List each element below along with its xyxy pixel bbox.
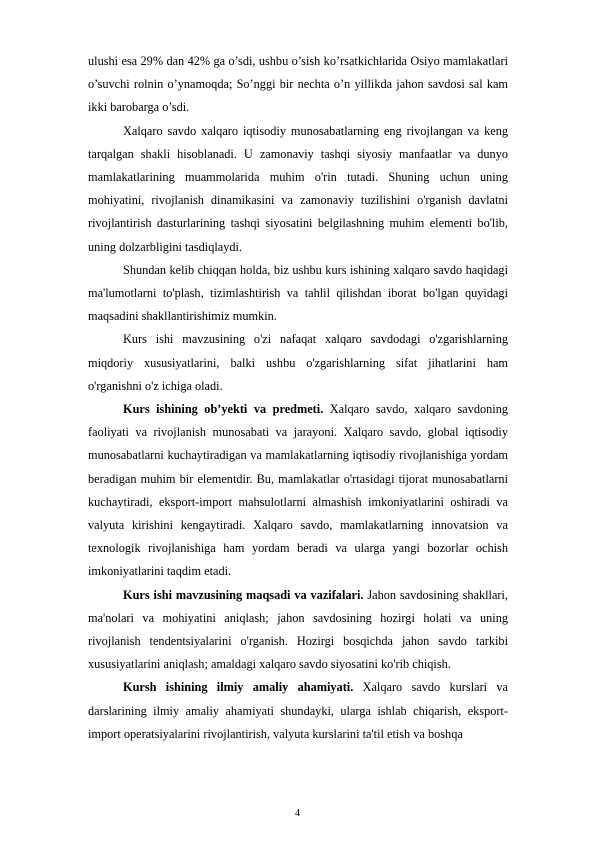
paragraph-3-text: Shundan kelib chiqqan holda, biz ushbu kurs ishining xalqaro savdo haqidagi ma'lumotlarni to'plash, tizimlashtirish va tahlil qilishdan iborat bo'lgan quyidagi maqsadini shakllantirishimiz mumkin. — [88, 262, 508, 324]
paragraph-1-text: ulushi esa 29% dan 42% ga o’sdi, ushbu o’sish ko’rsatkichlarida Osiyo mamlakatlari o’suvchi rolnin o’ynamoqda; So’nggi bir nechta o’n yillikda jahon savdosi sal kam ikki barobarga o’sdi. — [88, 54, 508, 115]
paragraph-object-subject-text: Xalqaro savdo, xalqaro savdoning faoliyati va rivojlanish munosabati va jarayoni. Xalqaro savdo, global iqtisodiy munosabatlarni kuchaytiradigan va mamlakatlarning iqtisodiy rivojlanishiga yordam beradigan muhim bir elementdir. Bu, mamlakatlar o'rtasidagi tijorat munosabatlarni kuchaytiradi, eksport-import mahsulotlarni almashish imkoniyatlarini oshiradi va valyuta kirishini kengaytiradi. Xalqaro savdo, mamlakatlarning innovatsion va texnologik rivojlanishiga ham yordam beradi va ularga yangi bozorlar ochish imkoniyatlarini taqdim etadi. — [88, 402, 509, 579]
section-heading-goals-tasks: Kurs ishi mavzusining maqsadi va vazifalari. — [123, 587, 364, 602]
paragraph-4 — [88, 328, 508, 398]
paragraph-2 — [88, 120, 508, 259]
page-number: 4 — [295, 808, 300, 819]
paragraph-significance-text: Xalqaro savdo kurslari va darslarining ilmiy amaliy ahamiyati shundayki, ularga ishlab chiqarish, eksport-import operatsiyalarini rivojlantirish, valyuta kurslarini ta'til etish va boshqa — [88, 680, 508, 741]
paragraph-3 — [88, 259, 508, 329]
paragraph-goals-tasks — [88, 584, 508, 677]
paragraph-significance — [88, 676, 508, 746]
paragraph-1 — [88, 50, 508, 120]
paragraph-goals-tasks-text: Jahon savdosining shakllari, ma'nolari va mohiyatini aniqlash; jahon savdosining hozirgi holati va uning rivojlanish tendentsiyalarini o'rganish. Hozirgi bosqichda jahon savdo tarkibi xususiyatlarini aniqlash; amaldagi xalqaro savdo siyosatini ko'rib chiqish. — [88, 587, 508, 672]
document-page — [88, 50, 508, 746]
section-heading-object-subject: Kurs ishining ob’yekti va predmeti. — [123, 402, 324, 417]
paragraph-2-text: Xalqaro savdo xalqaro iqtisodiy munosabatlarning eng rivojlangan va keng tarqalgan shakli hisoblanadi. U zamonaviy tashqi siyosiy manfaatlar va dunyo mamlakatlarining muammolarida muhim o'rin tutadi. Shuning uchun uning mohiyatini, rivojlanish dinamikasini va zamonaviy tuzilishini o'rganish davlatni rivojlantirish dasturlarining tashqi siyosatini belgilashning muhim elementi bo'lib, uning dolzarbligini tasdiqlaydi. — [88, 123, 508, 254]
section-heading-significance: Kursh ishining ilmiy amaliy ahamiyati. — [123, 680, 354, 695]
paragraph-object-subject — [88, 398, 508, 584]
paragraph-4-text: Kurs ishi mavzusining o'zi nafaqat xalqaro savdodagi o'zgarishlarning miqdoriy xususiyatlarini, balki ushbu o'zgarishlarning sifat jihatlarini ham o'rganishni o'z ichiga oladi. — [88, 332, 508, 393]
